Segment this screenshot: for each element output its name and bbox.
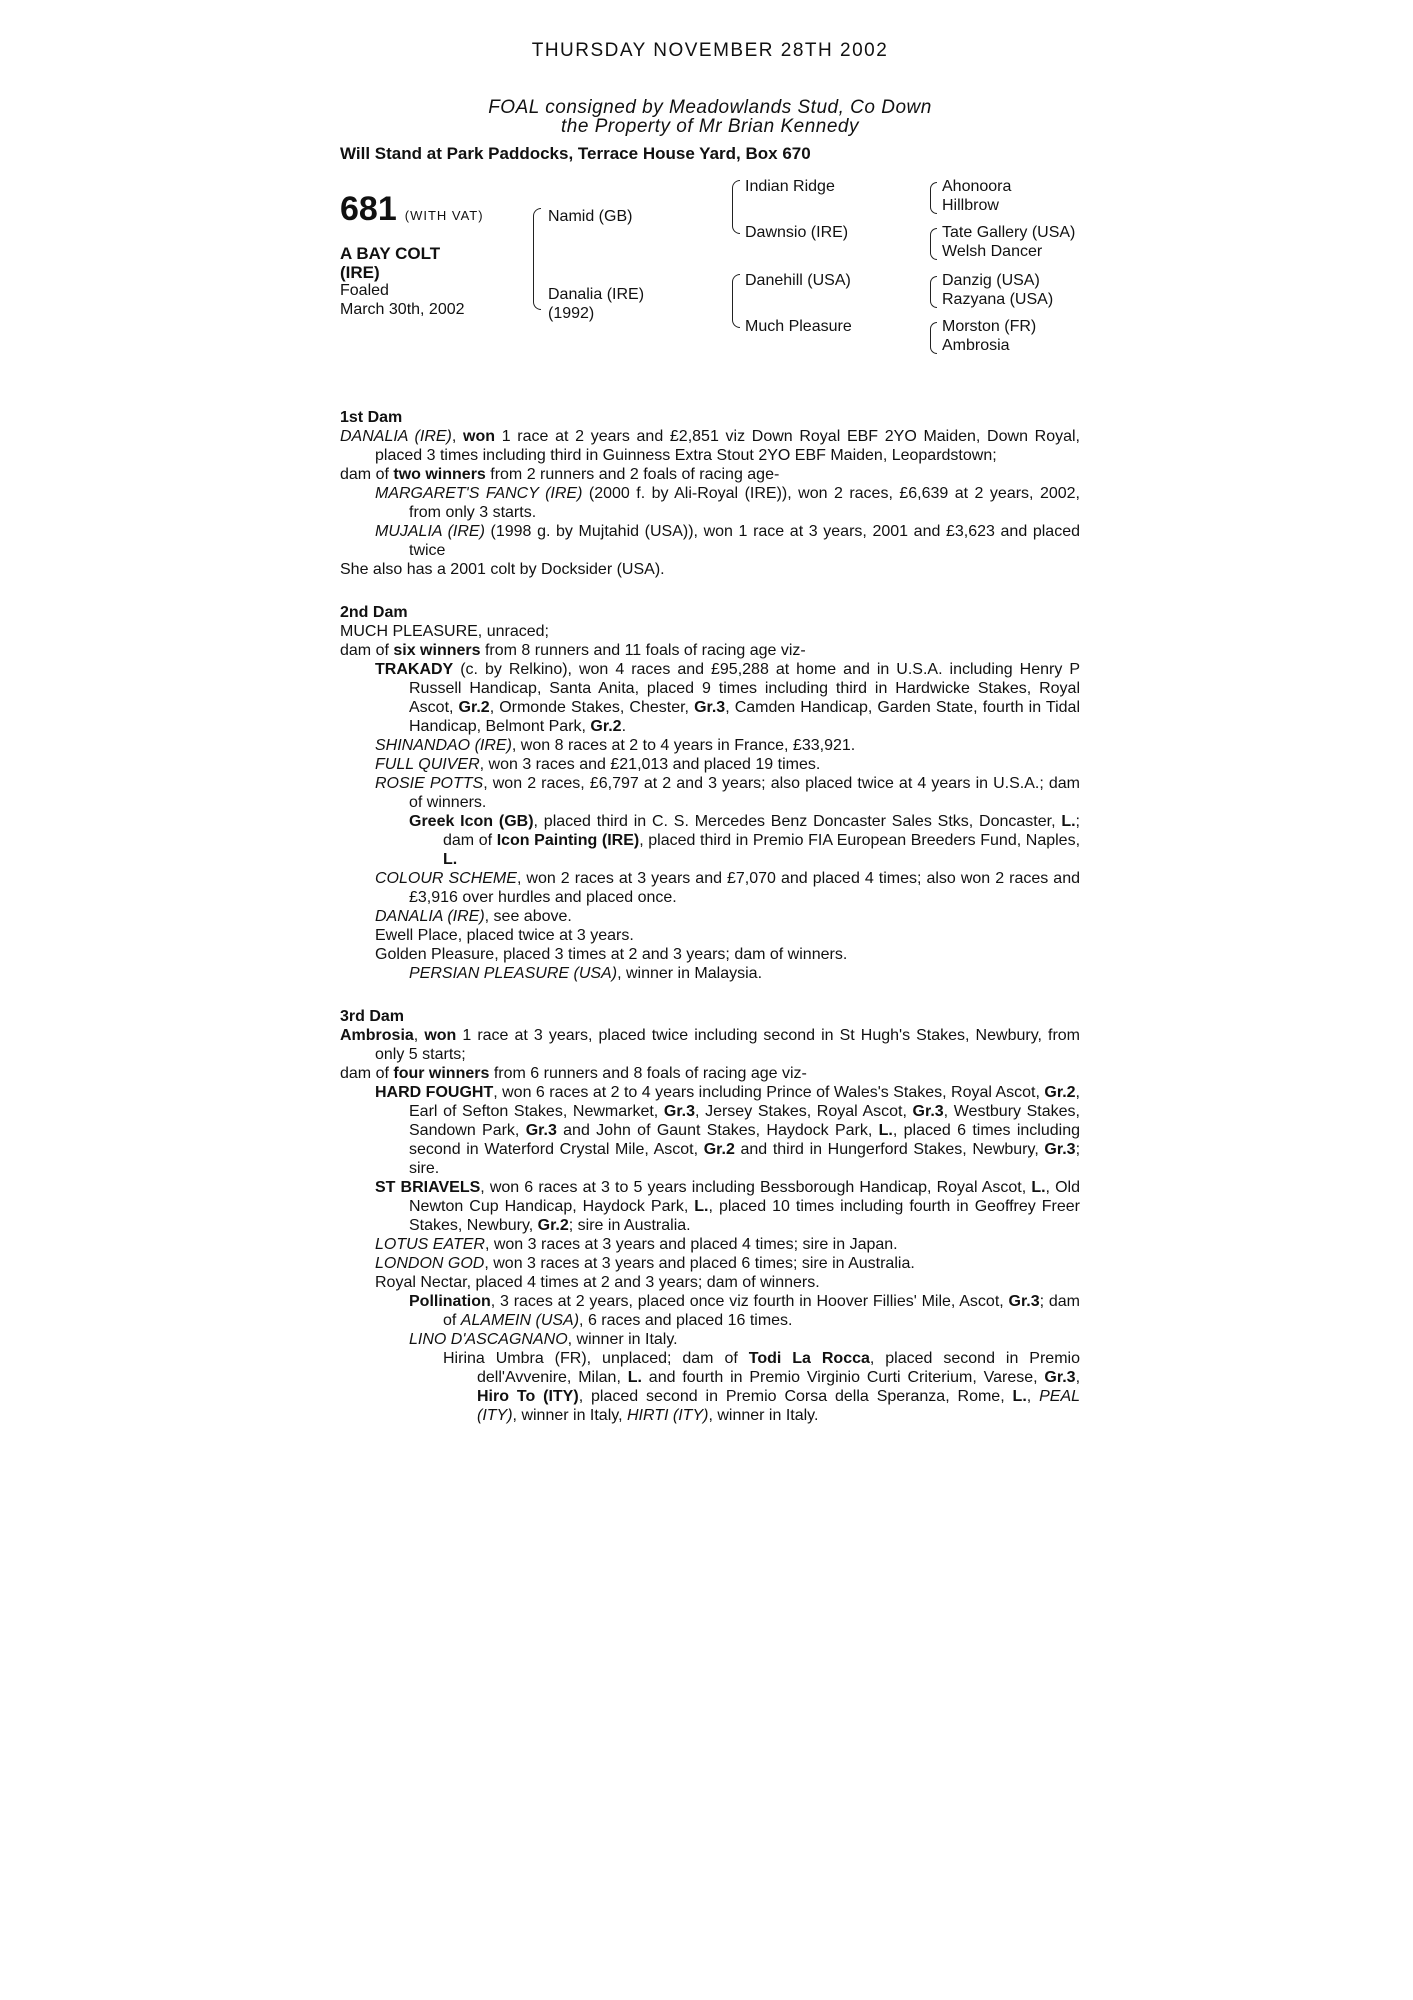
- text: dam of: [340, 466, 394, 483]
- lot-number-row: [340, 190, 484, 229]
- winners-count: six winners: [393, 642, 481, 659]
- first-dam-heading: 1st Dam: [340, 409, 403, 426]
- text: , Westbury Stakes, Sandown Park,: [409, 1103, 1080, 1139]
- horse-name: Pollination: [409, 1293, 491, 1310]
- text: from 8 runners and 11 foals of racing age viz-: [480, 642, 806, 659]
- third-dam-section: [340, 1007, 1080, 1425]
- dam-sire: Danehill (USA): [745, 272, 851, 289]
- text: , Camden Handicap, Garden State, fourth in Tidal Handicap, Belmont Park,: [409, 699, 1081, 735]
- horse-name: ALAMEIN (USA): [460, 1312, 580, 1329]
- text: , won 2 races at 3 years and £7,070 and placed 4 times; also won 2 races and £3,916 over hurdles and placed once.: [409, 870, 1080, 906]
- text: and John of Gaunt Stakes, Haydock Park,: [556, 1122, 879, 1139]
- text: , winner in Italy,: [512, 1407, 627, 1424]
- gg-6: Razyana (USA): [942, 291, 1054, 308]
- produce-entry: [340, 1083, 1080, 1178]
- horse-name: PEAL (ITY): [477, 1388, 1081, 1424]
- horse-name: MUJALIA (IRE): [375, 523, 485, 540]
- text: ,: [1075, 1369, 1081, 1386]
- pedigree-brace-dam: [732, 274, 740, 328]
- grade: Gr.3: [1008, 1293, 1040, 1310]
- horse-name: COLOUR SCHEME: [375, 870, 517, 887]
- sale-date: THURSDAY NOVEMBER 28TH 2002: [531, 40, 889, 61]
- produce-entry: [340, 869, 1080, 907]
- pedigree-brace-3a: [930, 182, 937, 214]
- horse-name: HARD FOUGHT: [375, 1084, 494, 1101]
- horse-name: TRAKADY: [375, 661, 454, 678]
- text: , won 3 races and £21,013 and placed 19 times.: [479, 756, 821, 773]
- text: from 2 runners and 2 foals of racing age-: [485, 466, 780, 483]
- second-dam-section: [340, 603, 1080, 983]
- horse-name: LONDON GOD: [375, 1255, 485, 1272]
- produce-entry: [340, 907, 1080, 926]
- produce-entry: [340, 1292, 1080, 1330]
- text: ; sire in Australia.: [568, 1217, 691, 1234]
- text: (c. by Relkino), won 4 races and £95,288 at home and in U.S.A. including Henry P Russell Handicap, Santa Anita, placed 9 times including third in Hardwicke Stakes, Royal Ascot,: [409, 661, 1080, 716]
- winners-count: two winners: [393, 466, 486, 483]
- sire-sire: Indian Ridge: [745, 178, 835, 195]
- foaled-date: March 30th, 2002: [340, 301, 465, 318]
- grade: L.: [694, 1198, 709, 1215]
- text: , placed 10 times including fourth in Geoffrey Freer Stakes, Newbury,: [409, 1198, 1080, 1234]
- horse-name: Greek Icon (GB): [409, 813, 534, 830]
- text: from 6 runners and 8 foals of racing age viz-: [489, 1065, 807, 1082]
- text: dam of: [340, 1065, 394, 1082]
- vat-note: (WITH VAT): [404, 208, 484, 223]
- property-line: the Property of Mr Brian Kennedy: [561, 116, 859, 137]
- catalogue-page: [340, 40, 1080, 1425]
- text: , 3 races at 2 years, placed once viz fourth in Hoover Fillies' Mile, Ascot,: [490, 1293, 1009, 1310]
- text: , won 8 races at 2 to 4 years in France, £33,921.: [511, 737, 856, 754]
- text: , placed third in Premio FIA European Breeders Fund, Naples,: [639, 832, 1081, 849]
- grade: Gr.3: [912, 1103, 944, 1120]
- horse-name: LOTUS EATER: [375, 1236, 485, 1253]
- sire-dam: Dawnsio (IRE): [745, 224, 849, 241]
- horse-name: PERSIAN PLEASURE (USA): [409, 965, 618, 982]
- horse-name: DANALIA (IRE): [375, 908, 485, 925]
- text: ; sire.: [409, 1141, 1081, 1177]
- text: , winner in Italy.: [708, 1407, 819, 1424]
- produce-entry: Ewell Place, placed twice at 3 years.: [375, 927, 634, 944]
- grade: L.: [443, 851, 458, 868]
- gg-3: Tate Gallery (USA): [942, 224, 1076, 241]
- produce-entry: [340, 812, 1080, 869]
- text: and third in Hungerford Stakes, Newbury,: [734, 1141, 1045, 1158]
- race-record: (2000 f. by Ali-Royal (IRE)), won 2 races, £6,639 at 2 years, 2002, from only 3 starts.: [409, 485, 1080, 521]
- won-label: won: [424, 1027, 457, 1044]
- grade: Gr.3: [525, 1122, 557, 1139]
- grade: Gr.2: [1044, 1084, 1076, 1101]
- separator: ,: [451, 428, 464, 445]
- horse-name: HIRTI (ITY): [626, 1407, 709, 1424]
- text: dam of: [340, 642, 394, 659]
- gg-1: Ahonoora: [942, 178, 1012, 195]
- text: , placed third in C. S. Mercedes Benz Doncaster Sales Stks, Doncaster,: [533, 813, 1062, 830]
- second-dam-line: MUCH PLEASURE, unraced;: [340, 623, 549, 640]
- grade: Gr.3: [1044, 1369, 1076, 1386]
- horse-name: ROSIE POTTS: [375, 775, 484, 792]
- won-label: won: [463, 428, 496, 445]
- text: , winner in Italy.: [567, 1331, 678, 1348]
- separator: ,: [413, 1027, 425, 1044]
- text: , placed second in Premio Corsa della Speranza, Rome,: [578, 1388, 1013, 1405]
- race-record: 1 race at 3 years, placed twice including second in St Hugh's Stakes, Newbury, from only 5 starts;: [375, 1027, 1081, 1063]
- dam-name: Danalia (IRE): [548, 286, 645, 303]
- text: , Old Newton Cup Handicap, Haydock Park,: [409, 1179, 1081, 1215]
- grade: Gr.3: [694, 699, 726, 716]
- first-dam-note: She also has a 2001 colt by Docksider (USA).: [340, 561, 665, 578]
- horse-name: FULL QUIVER: [375, 756, 480, 773]
- grade: Gr.3: [1044, 1141, 1076, 1158]
- horse-name: LINO D'ASCAGNANO: [409, 1331, 568, 1348]
- text: , Earl of Sefton Stakes, Newmarket,: [409, 1084, 1080, 1120]
- first-dam-line: [340, 427, 1080, 465]
- gg-7: Morston (FR): [942, 318, 1037, 335]
- pedigree-brace-3c: [930, 276, 937, 308]
- gg-4: Welsh Dancer: [942, 243, 1043, 260]
- horse-name: ST BRIAVELS: [375, 1179, 481, 1196]
- horse-name: MARGARET'S FANCY (IRE): [375, 485, 583, 502]
- third-dam-produce-summary: [340, 1064, 1080, 1083]
- produce-entry: [340, 964, 1080, 983]
- horse-name: DANALIA (IRE): [340, 428, 452, 445]
- produce-entry: [340, 755, 1080, 774]
- text: ; dam of: [443, 1293, 1081, 1329]
- second-dam-heading: 2nd Dam: [340, 604, 408, 621]
- grade: L.: [1031, 1179, 1046, 1196]
- pedigree-brace-main: [533, 208, 541, 310]
- produce-entry: [340, 1349, 1080, 1425]
- text: , 6 races and placed 16 times.: [579, 1312, 793, 1329]
- text: , placed 6 times including second in Waterford Crystal Mile, Ascot,: [409, 1122, 1081, 1158]
- winners-count: four winners: [393, 1065, 490, 1082]
- text: ,: [1026, 1388, 1040, 1405]
- grade: Gr.3: [663, 1103, 696, 1120]
- produce-entry: [340, 660, 1080, 736]
- text: ; dam of: [443, 813, 1080, 849]
- foaled-label: Foaled: [340, 282, 389, 299]
- pedigree-brace-3d: [930, 322, 937, 354]
- produce-entry: [340, 522, 1080, 560]
- text: , see above.: [484, 908, 572, 925]
- gg-5: Danzig (USA): [942, 272, 1040, 289]
- grade: L.: [627, 1369, 642, 1386]
- lot-title-2: (IRE): [340, 263, 380, 282]
- produce-entry: [340, 774, 1080, 812]
- grade: Gr.2: [537, 1217, 569, 1234]
- produce-entry: [340, 1254, 1080, 1273]
- produce-entry: Golden Pleasure, placed 3 times at 2 and 3 years; dam of winners.: [375, 946, 848, 963]
- third-dam-line: [340, 1026, 1080, 1064]
- grade: L.: [1061, 813, 1076, 830]
- grade: Gr.2: [703, 1141, 735, 1158]
- gg-8: Ambrosia: [942, 337, 1010, 354]
- sire-name: Namid (GB): [548, 208, 633, 225]
- horse-name: Todi La Rocca: [748, 1350, 870, 1367]
- text: , won 6 races at 2 to 4 years including Prince of Wales's Stakes, Royal Ascot,: [493, 1084, 1045, 1101]
- produce-entry: Royal Nectar, placed 4 times at 2 and 3 years; dam of winners.: [375, 1274, 820, 1291]
- lot-number: 681: [340, 190, 397, 228]
- second-dam-produce-summary: [340, 641, 1080, 660]
- text: .: [621, 718, 627, 735]
- horse-name: Ambrosia: [340, 1027, 414, 1044]
- text: , won 2 races, £6,797 at 2 and 3 years; also placed twice at 4 years in U.S.A.; dam of winners.: [409, 775, 1080, 811]
- horse-name: Hiro To (ITY): [477, 1388, 579, 1405]
- produce-entry: [340, 1330, 1080, 1349]
- stand-location: Will Stand at Park Paddocks, Terrace House Yard, Box 670: [340, 144, 811, 163]
- text: and fourth in Premio Virginio Curti Criterium, Varese,: [641, 1369, 1045, 1386]
- horse-name: SHINANDAO (IRE): [375, 737, 512, 754]
- produce-entry: [340, 736, 1080, 755]
- text: , winner in Malaysia.: [617, 965, 763, 982]
- race-record: (1998 g. by Mujtahid (USA)), won 1 race at 3 years, 2001 and £3,623 and placed twice: [409, 523, 1080, 559]
- text: , Jersey Stakes, Royal Ascot,: [695, 1103, 913, 1120]
- text: , won 3 races at 3 years and placed 4 times; sire in Japan.: [484, 1236, 898, 1253]
- horse-name: Icon Painting (IRE): [496, 832, 640, 849]
- dam-dam: Much Pleasure: [745, 318, 852, 335]
- grade: L.: [1012, 1388, 1027, 1405]
- first-dam-produce-summary: [340, 465, 1080, 484]
- lot-title-1: A BAY COLT: [340, 244, 441, 263]
- pedigree-table: [340, 178, 1080, 408]
- dam-year: (1992): [548, 305, 595, 322]
- first-dam-section: [340, 408, 1080, 579]
- text: , placed second in Premio dell'Avvenire, Milan,: [477, 1350, 1080, 1386]
- text: , Ormonde Stakes, Chester,: [489, 699, 695, 716]
- grade: Gr.2: [458, 699, 490, 716]
- produce-entry: [340, 484, 1080, 522]
- produce-entry: [340, 1235, 1080, 1254]
- text: , won 3 races at 3 years and placed 6 times; sire in Australia.: [484, 1255, 915, 1272]
- grade: L.: [878, 1122, 893, 1139]
- grade: Gr.2: [590, 718, 622, 735]
- race-record: 1 race at 2 years and £2,851 viz Down Royal EBF 2YO Maiden, Down Royal, placed 3 times including third in Guinness Extra Stout 2YO EBF Maiden, Leopardstown;: [375, 428, 1080, 464]
- text: , won 6 races at 3 to 5 years including Bessborough Handicap, Royal Ascot,: [480, 1179, 1032, 1196]
- consignor-line: FOAL consigned by Meadowlands Stud, Co Down: [488, 97, 932, 118]
- pedigree-brace-3b: [930, 228, 937, 260]
- text: Hirina Umbra (FR), unplaced; dam of: [443, 1350, 749, 1367]
- third-dam-heading: 3rd Dam: [340, 1008, 405, 1025]
- pedigree-brace-sire: [732, 180, 740, 234]
- gg-2: Hillbrow: [942, 197, 999, 214]
- produce-entry: [340, 1178, 1080, 1235]
